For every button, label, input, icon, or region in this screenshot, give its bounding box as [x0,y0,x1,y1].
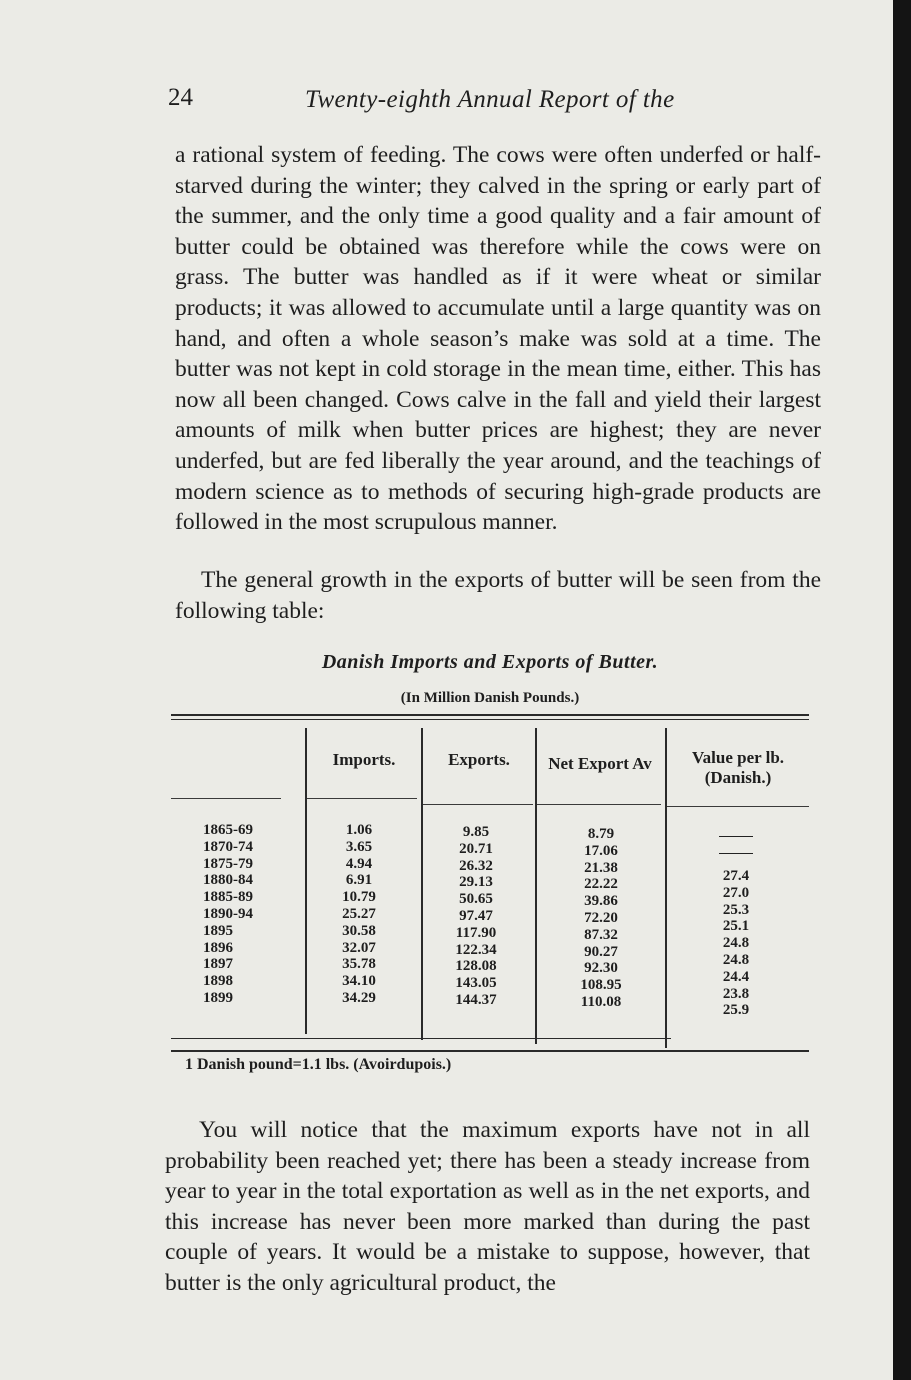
year-cell: 1890-94 [203,905,253,922]
year-cell: 1895 [203,922,233,939]
exports-cell: 117.90 [455,924,497,941]
header-underline-exports [423,804,533,805]
body-paragraph-1: a rational system of feeding. The cows were often underfed or half-starved during the winter; they calved in the spring or early part of the summer, and the only time a good quality and a fair amount of butter could be obtained was therefore while the cows were on grass. The butter was handled as if it were wheat or similar products; it was allowed to accumulate until a large quantity was on hand, and often a whole season’s make was sold at a time. The butter was not kept in cold storage in the mean time, either. This has now all been changed. Cows calve in the fall and yield their largest amounts of milk when butter prices are highest; they are never underfed, but are fed liberally the year around, and the teachings of modern science as to methods of securing high-grade products are followed in the most scrupulous manner. [175,142,821,536]
year-cell: 1896 [203,939,233,956]
exports-cell: 144.37 [455,991,497,1008]
table-top-rule-1 [171,714,809,716]
table-top-rule-2 [171,719,809,720]
imports-cell: 35.78 [342,956,376,973]
year-cell: 1899 [203,989,233,1006]
imports-cell: 6.91 [345,872,373,889]
header-underline-net [537,804,661,805]
net-export-cell: 110.08 [580,993,622,1010]
value-dash-2 [719,853,753,854]
value-dash-1 [719,836,753,837]
net-export-cell: 21.38 [584,859,618,876]
exports-cell: 26.32 [459,857,493,874]
exports-cell: 143.05 [455,975,497,992]
imports-column [319,822,399,1007]
table-bottom-rule-1 [171,1038,671,1039]
butter-trade-table [171,712,809,1062]
value-cell: 27.4 [722,868,750,884]
header-exports: Exports. [448,750,510,769]
value-cell: 23.8 [722,985,750,1002]
value-cell: 24.8 [722,951,750,968]
header-value-line-1: Value per lb. [691,748,785,767]
net-export-cell: 22.22 [584,876,618,893]
year-cell: 1880-84 [203,872,253,889]
value-cell: 25.1 [722,918,750,935]
imports-cell: 34.29 [342,989,376,1006]
exports-column [433,824,519,1009]
exports-cell: 97.47 [459,907,493,924]
net-export-cell: 108.95 [580,977,622,994]
page-number: 24 [168,84,193,111]
imports-cell: 1.06 [345,822,373,838]
imports-cell: 10.79 [342,889,376,906]
value-cell: 24.8 [722,935,750,952]
net-export-column [559,826,643,1011]
column-divider-1 [305,728,307,1034]
body-paragraph-2: The general growth in the exports of butter will be seen from the following table: [175,567,821,624]
body-paragraph-3: You will notice that the maximum exports have not in all probability been reached yet; there has been a steady increase from year to year in the total exportation as well as in the net exports, and this increase has never been more marked than during the past couple of years. It would be a mistake to suppose, however, that butter is the only agricultural product, the [165,1117,810,1296]
header-underline-value [667,806,809,807]
table-bottom-rule-2 [171,1050,809,1052]
year-cell: 1870-74 [203,838,253,855]
header-imports: Imports. [332,750,396,769]
scan-edge [893,0,911,1380]
years-column [203,822,253,1007]
net-export-cell: 8.79 [587,826,615,842]
net-export-cell: 72.20 [584,909,618,926]
imports-cell: 3.65 [345,838,373,855]
value-per-lb-column [701,868,771,1019]
header-underline-imports [307,798,417,799]
imports-cell: 25.27 [342,905,376,922]
year-cell: 1875-79 [203,855,253,872]
imports-cell: 34.10 [342,973,376,990]
imports-cell: 30.58 [342,922,376,939]
table-footnote: 1 Danish pound=1.1 lbs. (Avoirdupois.) [185,1056,452,1073]
table-title: Danish Imports and Exports of Butter. [321,651,659,673]
value-cell: 27.0 [722,884,750,901]
header-net-export: Net Export Av [548,754,652,773]
net-export-cell: 90.27 [584,943,618,960]
exports-cell: 29.13 [459,874,493,891]
year-cell: 1897 [203,956,233,973]
net-export-cell: 92.30 [584,960,618,977]
column-divider-3 [535,728,537,1044]
table-unit-note: (In Million Danish Pounds.) [400,690,580,706]
header-underline-years [171,798,281,799]
exports-cell: 9.85 [462,824,490,840]
exports-cell: 20.71 [459,840,493,857]
value-cell: 25.3 [722,901,750,918]
header-value-line-2: (Danish.) [704,768,772,787]
imports-cell: 4.94 [345,855,373,872]
year-cell: 1885-89 [203,889,253,906]
value-cell: 25.9 [722,1002,750,1019]
value-cell: 24.4 [722,968,750,985]
running-title: Twenty-eighth Annual Report of the [305,86,675,113]
net-export-cell: 87.32 [584,926,618,943]
header-value-per-lb [667,748,809,788]
exports-cell: 128.08 [455,958,497,975]
imports-cell: 32.07 [342,939,376,956]
page-header [168,80,808,120]
column-divider-2 [421,728,423,1040]
year-cell: 1865-69 [203,822,253,838]
net-export-cell: 39.86 [584,893,618,910]
exports-cell: 122.34 [455,941,497,958]
net-export-cell: 17.06 [584,842,618,859]
year-cell: 1898 [203,973,233,990]
exports-cell: 50.65 [459,891,493,908]
